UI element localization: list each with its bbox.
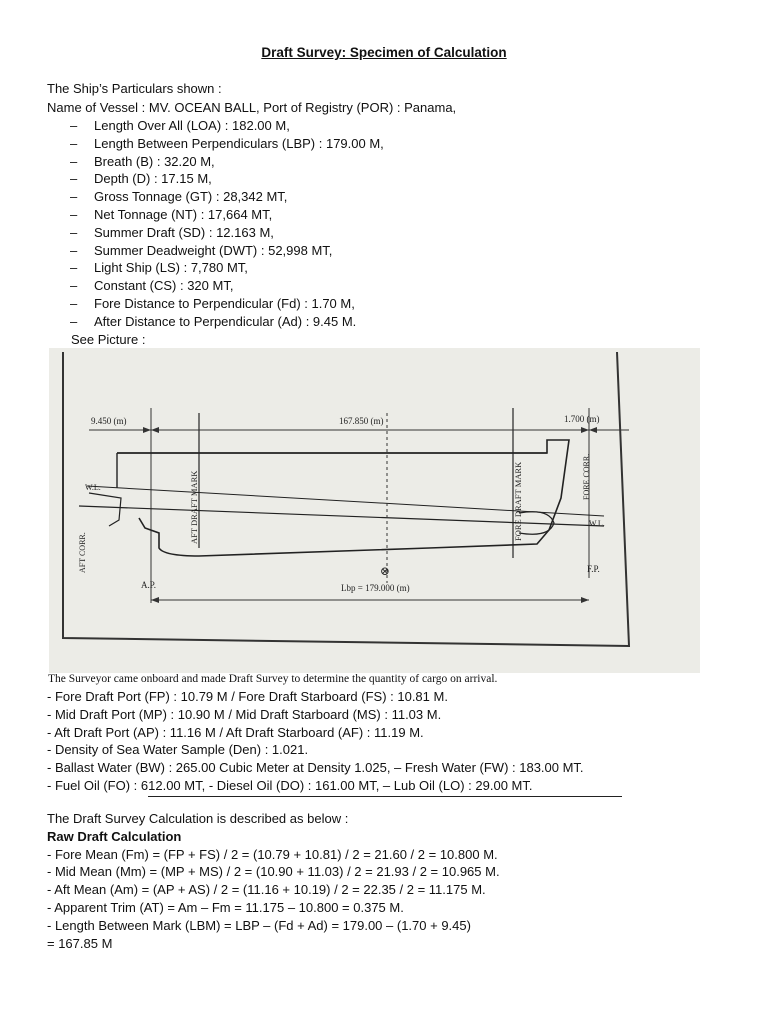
list-item: – Length Over All (LOA) : 182.00 M, [70, 118, 290, 133]
ap-label: A.P. [141, 580, 157, 590]
list-item: – Depth (D) : 17.15 M, [70, 171, 212, 187]
bullet-dash: – [70, 313, 78, 329]
dim-aft-label: 9.450 (m) [91, 416, 127, 426]
particulars-heading: The Ship’s Particulars shown : [47, 81, 222, 96]
list-item: - Length Between Mark (LBM) = LBP – (Fd + Ad) = 179.00 – (1.70 + 9.45) [47, 917, 471, 933]
bullet-dash: – [70, 295, 78, 311]
divider [148, 796, 622, 797]
list-item: – Net Tonnage (NT) : 17,664 MT, [70, 206, 273, 222]
list-item: - Fuel Oil (FO) : 612.00 MT, - Diesel Oil (DO) : 161.00 MT, – Lub Oil (LO) : 29.00 MT. [47, 777, 533, 793]
document-title: Draft Survey: Specimen of Calculation [261, 45, 507, 60]
diagram-caption: The Surveyor came onboard and made Draft Survey to determine the quantity of cargo on arrival. [48, 673, 498, 685]
dim-mid-label: 167.850 (m) [339, 416, 384, 426]
calc-heading: Raw Draft Calculation [47, 828, 182, 844]
wl-aft-label: W.L. [85, 483, 101, 492]
list-item: - Fore Draft Port (FP) : 10.79 M / Fore Draft Starboard (FS) : 10.81 M. [47, 689, 448, 704]
bullet-dash: – [70, 242, 78, 258]
list-item: – Gross Tonnage (GT) : 28,342 MT, [70, 189, 288, 205]
fp-label: F.P. [587, 564, 600, 574]
draft-readings [47, 688, 584, 795]
frame-border [63, 352, 629, 646]
waterline-trim [79, 506, 604, 526]
lbp-label: Lbp = 179.000 (m) [341, 583, 410, 593]
ship-draft-diagram [49, 348, 700, 673]
list-item: – Fore Distance to Perpendicular (Fd) : 1.70 M, [70, 295, 355, 311]
see-picture-label: See Picture : [71, 332, 146, 347]
list-item: – Summer Draft (SD) : 12.163 M, [70, 224, 274, 240]
calculation-section [47, 810, 500, 952]
particulars-list [70, 117, 384, 331]
list-item: - Ballast Water (BW) : 265.00 Cubic Meter at Density 1.025, – Fresh Water (FW) : 183.00 MT. [47, 760, 584, 776]
bullet-dash: – [70, 206, 78, 222]
bullet-dash: – [70, 153, 78, 169]
fore-corr-label: FORE CORR. [582, 453, 591, 500]
fore-draft-mark-label: FORE DRAFT MARK [513, 461, 523, 541]
list-item: - Mid Mean (Mm) = (MP + MS) / 2 = (10.90 + 11.03) / 2 = 21.93 / 2 = 10.965 M. [47, 864, 500, 880]
list-item: - Fore Mean (Fm) = (FP + FS) / 2 = (10.79 + 10.81) / 2 = 21.60 / 2 = 10.800 M. [47, 846, 498, 862]
list-item: - Apparent Trim (AT) = Am – Fm = 11.175 – 10.800 = 0.375 M. [47, 899, 404, 915]
list-item: – Constant (CS) : 320 MT, [70, 278, 234, 294]
list-item: – Light Ship (LS) : 7,780 MT, [70, 260, 248, 276]
aft-corr-label: AFT CORR. [78, 532, 87, 573]
wl-fore-label: W.L. [589, 519, 605, 528]
list-item: – After Distance to Perpendicular (Ad) : 9.45 M. [70, 313, 357, 329]
calc-intro: The Draft Survey Calculation is described as below : [47, 811, 349, 826]
list-item: - Density of Sea Water Sample (Den) : 1.021. [47, 742, 309, 758]
bullet-dash: – [70, 224, 78, 240]
list-item: – Breath (B) : 32.20 M, [70, 153, 215, 169]
bullet-dash: – [70, 278, 78, 294]
aft-draft-mark-label: AFT DRAFT MARK [189, 470, 199, 544]
midship-symbol: ⊗ [380, 564, 391, 578]
hull-outline [117, 440, 569, 556]
list-item: – Summer Deadweight (DWT) : 52,998 MT, [70, 242, 333, 258]
list-item: – Length Between Perpendiculars (LBP) : 179.00 M, [70, 135, 384, 151]
bullet-dash: – [70, 189, 78, 205]
list-item: - Aft Draft Port (AP) : 11.16 M / Aft Draft Starboard (AF) : 11.19 M. [47, 724, 424, 740]
vessel-line: Name of Vessel : MV. OCEAN BALL, Port of Registry (POR) : Panama, [47, 100, 457, 115]
list-item: - Mid Draft Port (MP) : 10.90 M / Mid Draft Starboard (MS) : 11.03 M. [47, 706, 442, 722]
bullet-dash: – [70, 135, 78, 151]
list-item: = 167.85 M [47, 935, 113, 951]
bullet-dash: – [70, 260, 78, 276]
bullet-dash: – [70, 118, 78, 133]
dim-fore-label: 1.700 (m) [564, 414, 600, 424]
list-item: - Aft Mean (Am) = (AP + AS) / 2 = (11.16 + 10.19) / 2 = 22.35 / 2 = 11.175 M. [47, 882, 486, 898]
bullet-dash: – [70, 171, 78, 187]
